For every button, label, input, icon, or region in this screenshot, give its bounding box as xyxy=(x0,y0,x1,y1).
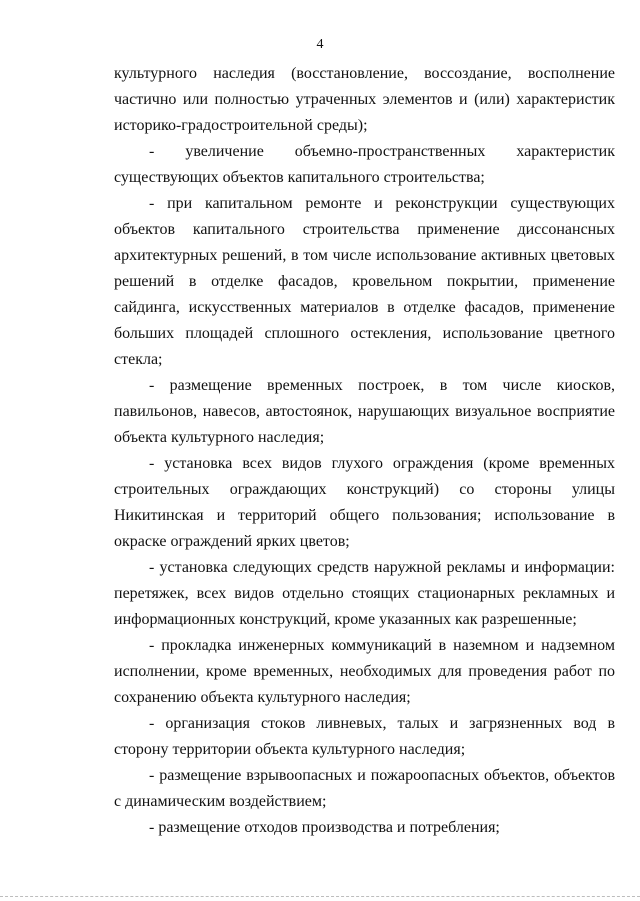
paragraph-volume-increase-end: существующих объектов капитального строительства; xyxy=(114,169,485,186)
paragraph-advertising: - установка следующих средств наружной рекламы и информации: перетяжек, всех видов отдельно стоящих стационарных рекламных и информационных конструкций, кроме указанных как разрешенные; xyxy=(114,559,615,628)
list-dash: - xyxy=(149,143,155,160)
paragraph-waste: - размещение отходов производства и потребления; xyxy=(149,819,500,836)
paragraph-volume-increase-line xyxy=(114,139,615,165)
paragraph-hazardous-objects: - размещение взрывоопасных и пожароопасных объектов, объектов с динамическим воздействием; xyxy=(114,767,615,810)
spread-word-1: увеличение xyxy=(185,143,264,160)
page-bottom-edge xyxy=(0,896,640,897)
document-body xyxy=(114,61,615,841)
paragraph-temporary-buildings: - размещение временных построек, в том числе киосков, павильонов, навесов, автостоянок, нарушающих визуальное восприятие объекта культурного наследия; xyxy=(114,377,615,446)
paragraph-utilities: - прокладка инженерных коммуникаций в наземном и надземном исполнении, кроме временных, необходимых для проведения работ по сохранению объекта культурного наследия; xyxy=(114,637,615,706)
paragraph-heritage-continuation: культурного наследия (восстановление, воссоздание, восполнение частично или полностью утраченных элементов и (или) характеристик историко-градостроительной среды); xyxy=(114,65,615,134)
spread-word-2: объемно-пространственных xyxy=(294,143,486,160)
page-number: 4 xyxy=(316,37,324,52)
paragraph-fencing: - установка всех видов глухого ограждения (кроме временных строительных ограждающих конструкций) со стороны улицы Никитинская и территорий общего пользования; использование в окраске ограждений ярких цветов; xyxy=(114,455,615,550)
paragraph-drainage: - организация стоков ливневых, талых и загрязненных вод в сторону территории объекта культурного наследия; xyxy=(114,715,615,758)
paragraph-capital-repair: - при капитальном ремонте и реконструкции существующих объектов капитального строительства применение диссонансных архитектурных решений, в том числе использование активных цветовых решений в отделке фасадов, кровельном покрытии, применение сайдинга, искусственных материалов в отделке фасадов, применение больших площадей сплошного остекления, использование цветного стекла; xyxy=(114,195,615,368)
spread-word-3: характеристик xyxy=(516,143,615,160)
